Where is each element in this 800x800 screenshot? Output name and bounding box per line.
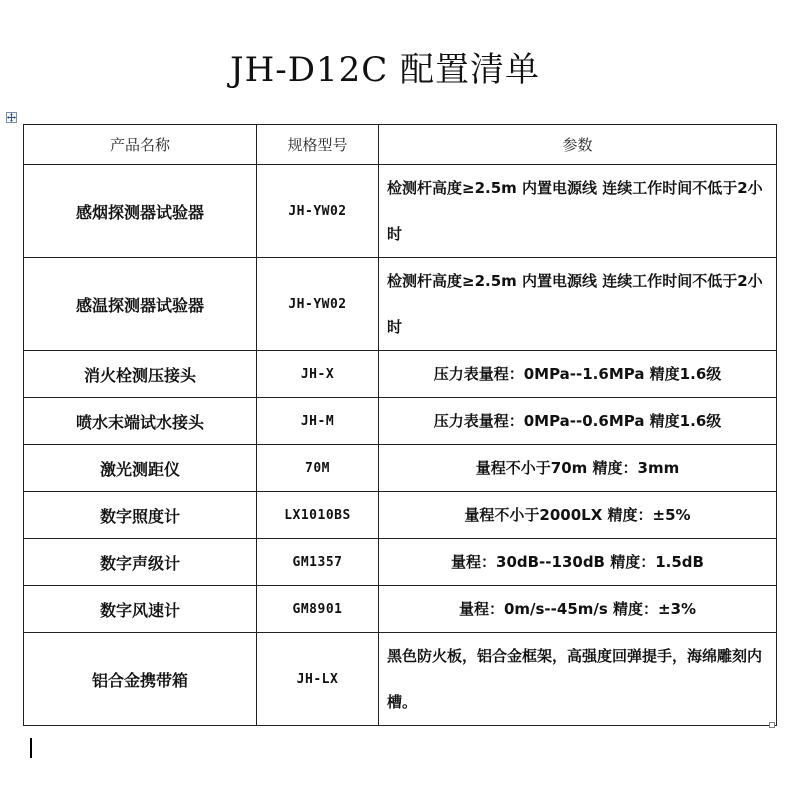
product-name-cell: 数字照度计	[24, 492, 257, 539]
params-cell: 量程：0m/s--45m/s 精度：±3%	[379, 586, 777, 633]
params-cell: 量程不小于2000LX 精度：±5%	[379, 492, 777, 539]
product-name-cell: 数字声级计	[24, 539, 257, 586]
table-header-row	[24, 125, 777, 165]
table-resize-handle[interactable]	[769, 722, 775, 728]
table-row	[24, 445, 777, 492]
header-product-name: 产品名称	[24, 125, 257, 165]
model-cell: JH-YW02	[257, 165, 379, 258]
table-row	[24, 351, 777, 398]
model-cell: JH-YW02	[257, 258, 379, 351]
table-row	[24, 398, 777, 445]
model-cell: GM8901	[257, 586, 379, 633]
params-cell: 检测杆高度≥2.5m 内置电源线 连续工作时间不低于2小时	[379, 165, 777, 258]
table-row	[24, 633, 777, 726]
table-row	[24, 492, 777, 539]
model-cell: JH-LX	[257, 633, 379, 726]
product-name-cell: 铝合金携带箱	[24, 633, 257, 726]
document-title: JH-D12C 配置清单	[229, 50, 541, 90]
params-cell: 检测杆高度≥2.5m 内置电源线 连续工作时间不低于2小时	[379, 258, 777, 351]
params-cell: 黑色防火板，铝合金框架，高强度回弹提手，海绵雕刻内槽。	[379, 633, 777, 726]
model-cell: JH-M	[257, 398, 379, 445]
model-cell: LX1010BS	[257, 492, 379, 539]
product-name-cell: 感烟探测器试验器	[24, 165, 257, 258]
table-row	[24, 586, 777, 633]
table-row	[24, 258, 777, 351]
header-params: 参数	[379, 125, 777, 165]
params-cell: 压力表量程：0MPa--1.6MPa 精度1.6级	[379, 351, 777, 398]
product-name-cell: 感温探测器试验器	[24, 258, 257, 351]
header-model: 规格型号	[257, 125, 379, 165]
params-cell: 量程不小于70m 精度：3mm	[379, 445, 777, 492]
product-name-cell: 数字风速计	[24, 586, 257, 633]
product-name-cell: 喷水末端试水接头	[24, 398, 257, 445]
params-cell: 压力表量程：0MPa--0.6MPa 精度1.6级	[379, 398, 777, 445]
model-cell: JH-X	[257, 351, 379, 398]
table-row	[24, 165, 777, 258]
model-cell: 70M	[257, 445, 379, 492]
table-move-handle-icon[interactable]	[6, 112, 17, 123]
product-name-cell: 激光测距仪	[24, 445, 257, 492]
table-row	[24, 539, 777, 586]
model-cell: GM1357	[257, 539, 379, 586]
product-name-cell: 消火栓测压接头	[24, 351, 257, 398]
params-cell: 量程：30dB--130dB 精度：1.5dB	[379, 539, 777, 586]
config-table	[23, 124, 777, 726]
text-cursor	[30, 738, 32, 758]
